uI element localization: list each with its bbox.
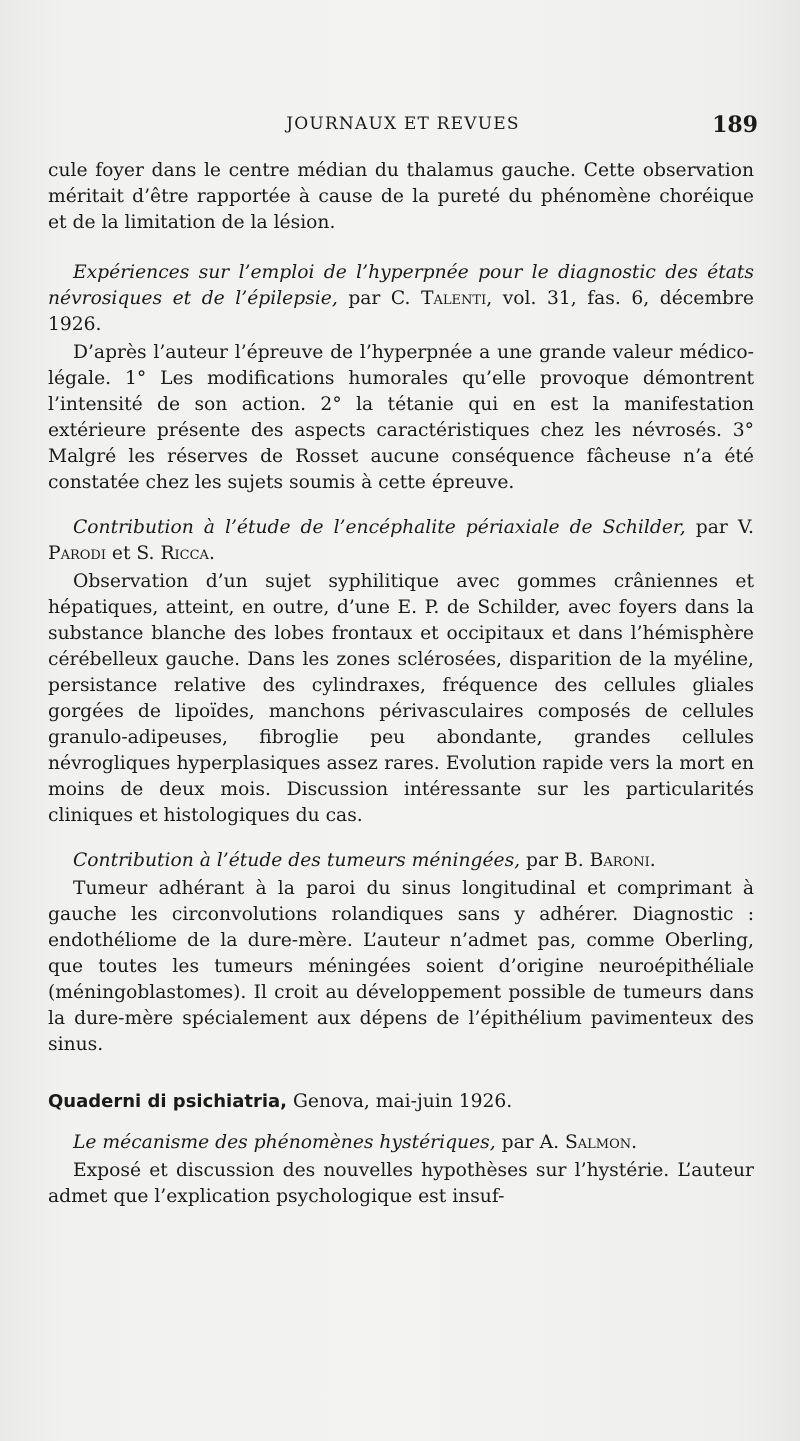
byline-end: . [631, 1132, 638, 1153]
author-name: Baroni [589, 850, 650, 871]
abstract-paragraph: Observation d’un sujet syphilitique avec gommes crâniennes et hépatiques, atteint, en outre, d’une E. P. de Schilder, avec foyers dans la substance blanche des lobes frontaux et occipitaux et dans l’hémisphère cérébelleux gauche. Dans les zones sclérosées, disparition de la myéline, persistance relative des cylindraxes, fréquence des cellules gliales gorgées de lipoïdes, manchons périvasculaires composés de cellules granulo-adipeuses, fibroglie peu abondante, grandes cellules névrogliques hyperplasiques assez rares. Evolution rapide vers la mort en moins de deux mois. Discussion intéressante sur les particularités cliniques et histologiques du cas. [48, 571, 754, 826]
citation-baroni [48, 848, 754, 874]
page-body [48, 158, 754, 1210]
page-number: 189 [712, 112, 758, 138]
byline [496, 1132, 637, 1153]
byline-prefix: par A. [495, 1132, 565, 1153]
citation-talenti [48, 260, 754, 338]
citation-salmon [48, 1130, 754, 1156]
author-name: Ricca [160, 543, 209, 564]
article-title: Contribution à l’étude de l’encéphalite périaxiale de Schilder, [73, 517, 686, 538]
paragraph-continued: cule foyer dans le centre médian du thalamus gauche. Cette observation méritait d’être rapportée à cause de la pureté du phénomène choréique et de la limitation de la lésion. [48, 160, 754, 233]
page-header [48, 112, 758, 142]
journal-heading [48, 1089, 754, 1115]
byline-prefix: par B. [520, 850, 590, 871]
article-title: Expériences sur l’emploi de l’hyperpnée pour le diagnostic des états névrosiques et de l’épilepsie, [48, 262, 754, 309]
byline [520, 850, 656, 871]
byline-end: . [649, 850, 656, 871]
abstract-paragraph: Exposé et discussion des nouvelles hypothèses sur l’hystérie. L’auteur admet que l’explication psychologique est insuf- [48, 1160, 754, 1207]
article-title: Contribution à l’étude des tumeurs méningées, [73, 850, 521, 871]
abstract-paragraph: Tumeur adhérant à la paroi du sinus longitudinal et comprimant à gauche les circonvolutions rolandiques sans y adhérer. Diagnostic : endothéliome de la dure-mère. L’auteur n’admet pas, comme Oberling, que toutes les tumeurs méningées soient d’origine neuroépithéliale (méningoblastomes). Il croit au développement possible de tumeurs dans la dure-mère spécialement aux dépens de l’épithélium pavimenteux des sinus. [48, 878, 754, 1055]
byline-prefix: par V. [685, 517, 754, 538]
running-head: JOURNAUX ET REVUES [286, 114, 520, 134]
author-name: Salmon [564, 1132, 632, 1153]
byline-end: . [208, 543, 215, 564]
citation-details: , vol. 31, fas. 6, décembre 1926. [48, 288, 754, 335]
byline-prefix: par C. [337, 288, 422, 309]
author-name: Parodi [48, 543, 106, 564]
journal-name: Quaderni di psichiatria, [48, 1091, 288, 1112]
journal-details: Genova, mai-juin 1926. [287, 1091, 513, 1112]
byline-conjunction: et S. [105, 543, 161, 564]
abstract-paragraph: D’après l’auteur l’épreuve de l’hyperpnée a une grande valeur médico-légale. 1° Les modifications humorales qu’elle provoque démontrent l’intensité de son action. 2° la tétanie qui en est la manifestation extérieure présente des aspects caractéristiques chez les névrosés. 3° Malgré les réserves de Rosset aucune conséquence fâcheuse n’a été constatée chez les sujets soumis à cette épreuve. [48, 342, 754, 493]
author-name: Talenti [421, 288, 487, 309]
article-title: Le mécanisme des phénomènes hystériques, [73, 1132, 496, 1153]
citation-parodi-ricca [48, 515, 754, 567]
